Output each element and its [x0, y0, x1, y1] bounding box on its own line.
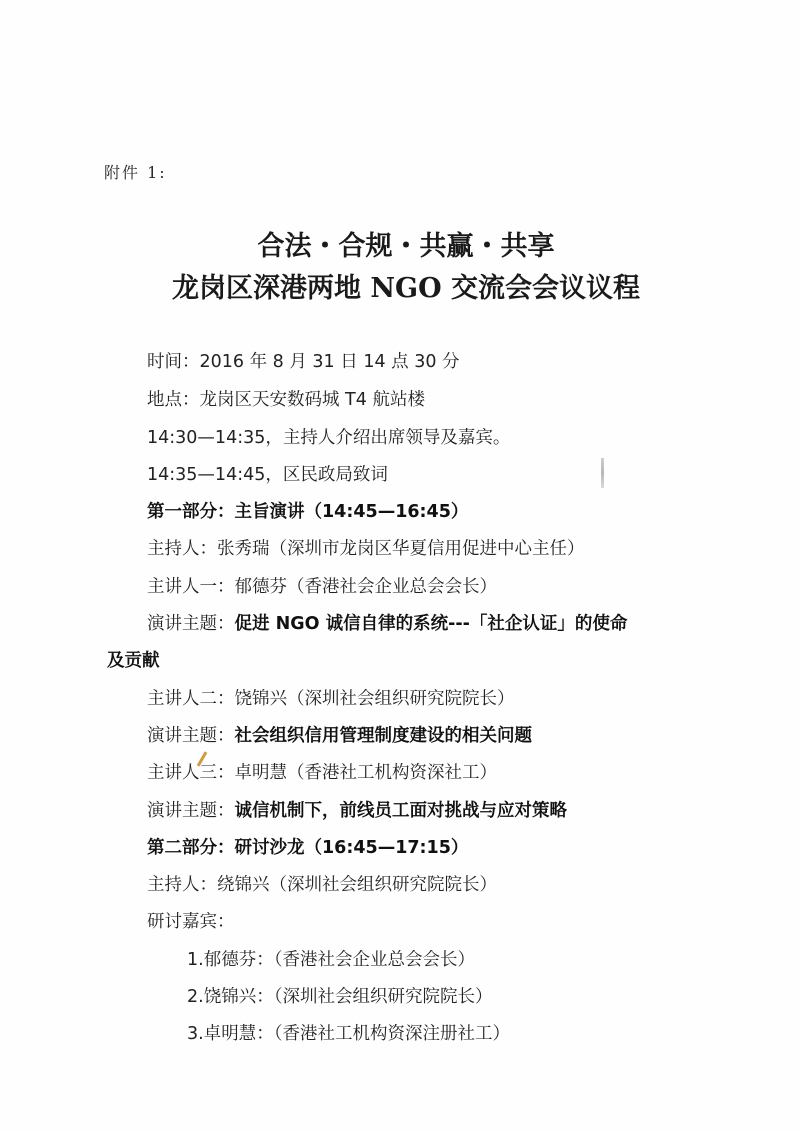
schedule-item-1: 14:30—14:35，主持人介绍出席领导及嘉宾。 — [147, 428, 511, 448]
meeting-time: 时间：2016 年 8 月 31 日 14 点 30 分 — [147, 352, 460, 372]
part1-speaker2: 主讲人二：饶锦兴（深圳社会组织研究院院长） — [147, 689, 515, 709]
part2-heading-text: 第二部分：研讨沙龙（16:45—17:15） — [147, 838, 469, 858]
topic-prefix: 演讲主题： — [147, 614, 235, 634]
part1-heading-text: 第一部分：主旨演讲（14:45—16:45） — [147, 502, 469, 522]
document-title-line2: 龙岗区深港两地 NGO 交流会会议议程 — [171, 273, 641, 304]
attachment-label: 附件 1: — [104, 163, 167, 182]
part2-host: 主持人：绕锦兴（深圳社会组织研究院院长） — [147, 875, 497, 895]
scan-mark — [601, 458, 604, 488]
part1-topic1 — [147, 610, 627, 635]
topic-prefix: 演讲主题： — [147, 801, 235, 821]
part1-speaker1: 主讲人一：郁德芬（香港社会企业总会会长） — [147, 577, 497, 597]
topic2-text: 社会组织信用管理制度建设的相关问题 — [234, 726, 532, 746]
document-title-line1: 合法・合规・共赢・共享 — [257, 231, 555, 262]
topic3-text: 诚信机制下，前线员工面对挑战与应对策略 — [234, 801, 567, 821]
part2-heading — [147, 834, 468, 859]
part1-speaker3: 主讲人三：卓明慧（香港社工机构资深社工） — [147, 763, 497, 783]
part1-topic2 — [147, 722, 532, 747]
topic1-text-continued: 及贡献 — [107, 651, 160, 671]
part1-heading — [147, 498, 468, 523]
part1-topic3 — [147, 797, 567, 822]
part1-host: 主持人：张秀瑞（深圳市龙岗区华夏信用促进中心主任） — [147, 539, 585, 559]
topic-prefix: 演讲主题： — [147, 726, 235, 746]
guest-item: 2.饶锦兴：（深圳社会组织研究院院长） — [187, 987, 493, 1007]
meeting-place: 地点：龙岗区天安数码城 T4 航站楼 — [147, 390, 425, 410]
guest-item: 3.卓明慧：（香港社工机构资深注册社工） — [187, 1024, 510, 1044]
topic1-text: 促进 NGO 诚信自律的系统---「社企认证」的使命 — [234, 614, 628, 634]
part2-guests-label: 研讨嘉宾： — [147, 912, 235, 932]
part1-topic1-continuation — [107, 647, 160, 672]
guest-item: 1.郁德芬：（香港社会企业总会会长） — [187, 950, 475, 970]
schedule-item-2: 14:35—14:45，区民政局致词 — [147, 465, 388, 485]
